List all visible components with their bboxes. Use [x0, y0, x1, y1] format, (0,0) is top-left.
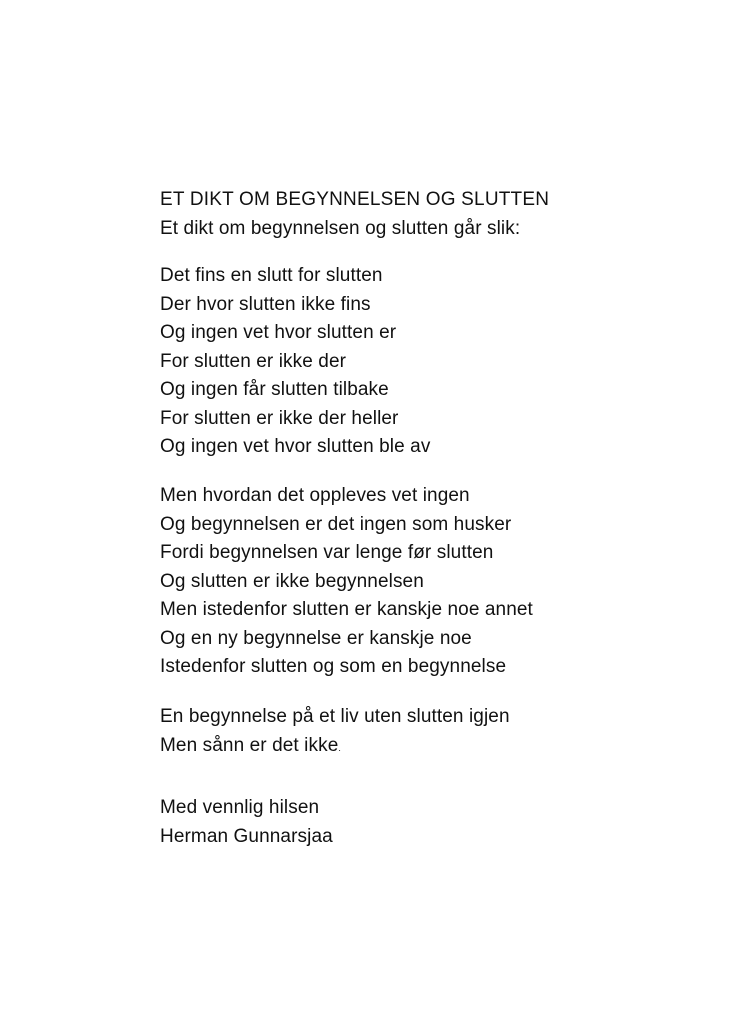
stanza-2-line-5: Men istedenfor slutten er kanskje noe annet: [160, 599, 533, 620]
poem-intro: Et dikt om begynnelsen og slutten går slik:: [160, 217, 521, 239]
heading-block: [160, 186, 549, 243]
trailing-period: .: [338, 742, 341, 753]
stanza-3-line-1: En begynnelse på et liv uten slutten igjen: [160, 706, 510, 727]
stanza-2-line-1: Men hvordan det oppleves vet ingen: [160, 485, 470, 506]
stanza-1-line-2: Der hvor slutten ikke fins: [160, 293, 371, 315]
author-name: Herman Gunnarsjaa: [160, 825, 333, 847]
stanza-3-line-2: [160, 732, 510, 761]
signature-block: [160, 794, 333, 851]
stanza-2-line-6: Og en ny begynnelse er kanskje noe: [160, 627, 472, 649]
stanza-2-line-7: Istedenfor slutten og som en begynnelse: [160, 656, 507, 677]
stanza-1-line-5: Og ingen får slutten tilbake: [160, 379, 389, 400]
stanza-1-line-4: For slutten er ikke der: [160, 350, 347, 372]
stanza-1-line-1: Det fins en slutt for slutten: [160, 265, 383, 286]
stanza-1-line-6: For slutten er ikke der heller: [160, 407, 399, 429]
stanza-1: [160, 262, 430, 462]
poem-title: ET DIKT OM BEGYNNELSEN OG SLUTTEN: [160, 189, 550, 210]
closing-greeting: Med vennlig hilsen: [160, 797, 320, 818]
stanza-2-line-4: Og slutten er ikke begynnelsen: [160, 570, 424, 592]
stanza-2: [160, 482, 533, 682]
stanza-3-line-2-text: Men sånn er det ikke: [160, 734, 339, 756]
stanza-3: [160, 703, 510, 760]
stanza-1-line-7: Og ingen vet hvor slutten ble av: [160, 436, 431, 457]
stanza-2-line-2: Og begynnelsen er det ingen som husker: [160, 513, 512, 535]
stanza-1-line-3: Og ingen vet hvor slutten er: [160, 322, 397, 343]
stanza-2-line-3: Fordi begynnelsen var lenge før slutten: [160, 542, 494, 563]
